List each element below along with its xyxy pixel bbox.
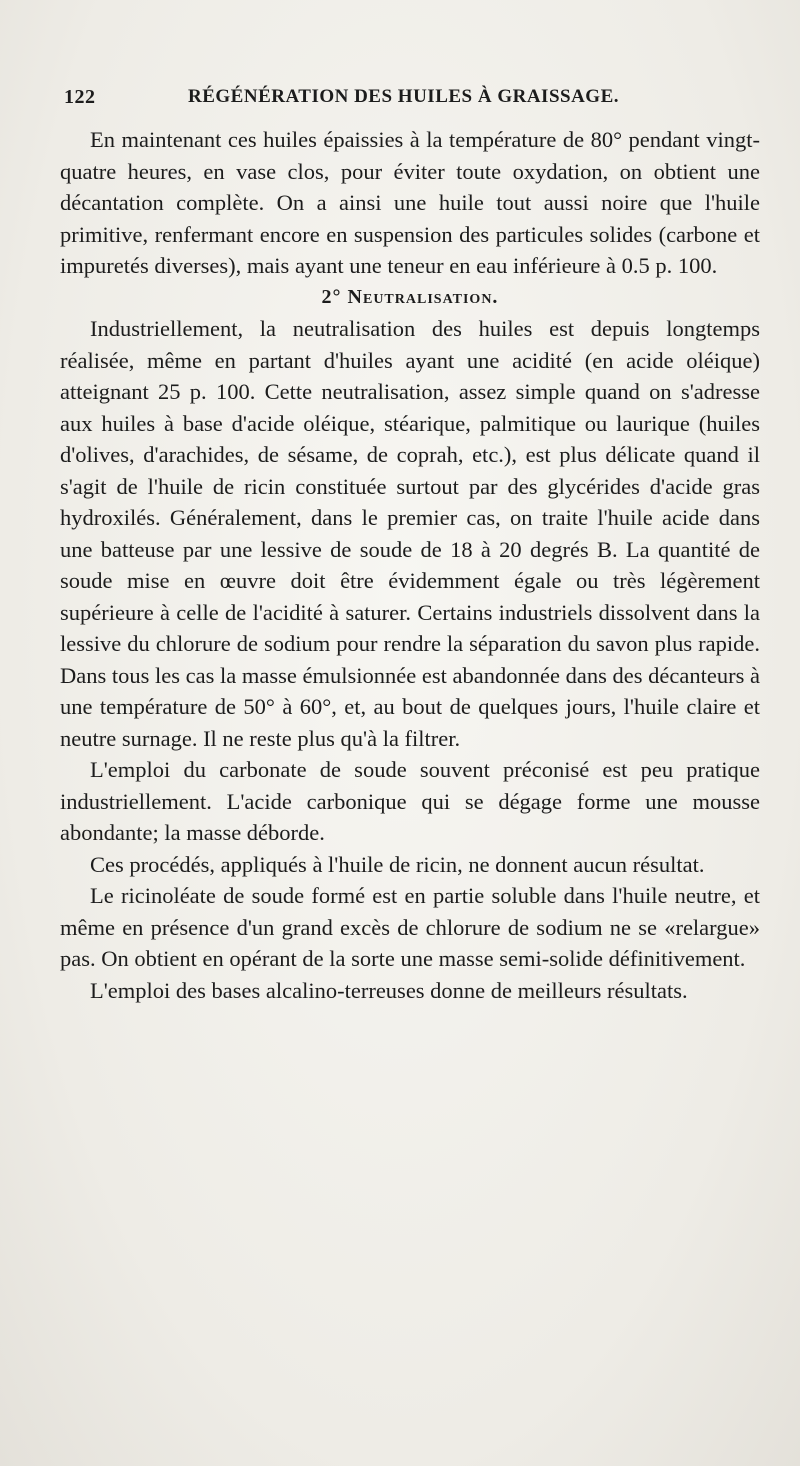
- paragraph-ricinoleate: Le ricinoléate de soude formé est en partie soluble dans l'huile neutre, et même en présence d'un grand excès de chlorure de sodium ne se «relargue» pas. On obtient en opérant de la sorte une masse semi-solide définitivement.: [60, 883, 760, 971]
- page-number: 122: [64, 86, 96, 108]
- paragraph-carbonate: L'emploi du carbonate de soude souvent préconisé est peu pratique industriellement. L'acide carbonique qui se dégage forme une mousse abondante; la masse déborde.: [60, 757, 760, 845]
- paragraph-ricin-procedes: Ces procédés, appliqués à l'huile de ricin, ne donnent aucun résultat.: [90, 851, 705, 877]
- body-text: [60, 124, 760, 1006]
- running-head: [62, 86, 738, 116]
- paragraph-decantation: En maintenant ces huiles épaissies à la température de 80° pendant vingt-quatre heures, en vase clos, pour éviter toute oxydation, on obtient une décantation complète. On a ainsi une huile tout aussi noire que l'huile primitive, renfermant encore en suspension des particules solides (carbone et impuretés diverses), mais ayant une teneur en eau inférieure à 0.5 p. 100.: [60, 127, 760, 278]
- running-title: RÉGÉNÉRATION DES HUILES À GRAISSAGE.: [188, 86, 619, 107]
- paragraph-bases: L'emploi des bases alcalino-terreuses donne de meilleurs résultats.: [90, 977, 688, 1003]
- section-heading: 2° Neutralisation.: [321, 285, 499, 308]
- paragraph-neutralisation: Industriellement, la neutralisation des huiles est depuis longtemps réalisée, même en partant d'huiles ayant une acidité (en acide oléique) atteignant 25 p. 100. Cette neutralisation, assez simple quand on s'adresse aux huiles à base d'acide oléique, stéarique, palmitique ou laurique (huiles d'olives, d'arachides, de sésame, de coprah, etc.), est plus délicate quand il s'agit de l'huile de ricin constituée surtout par des glycérides d'acide gras hydroxilés. Généralement, dans le premier cas, on traite l'huile acide dans une batteuse par une lessive de soude de 18 à 20 degrés B. La quantité de soude mise en œuvre doit être évidemment égale ou très légèrement supérieure à celle de l'acidité à saturer. Certains industriels dissolvent dans la lessive du chlorure de sodium pour rendre la séparation du savon plus rapide. Dans tous les cas la masse émulsionnée est abandonnée dans des décanteurs à une température de 50° à 60°, et, au bout de quelques jours, l'huile claire et neutre surnage. Il ne reste plus qu'à la filtrer.: [60, 316, 760, 751]
